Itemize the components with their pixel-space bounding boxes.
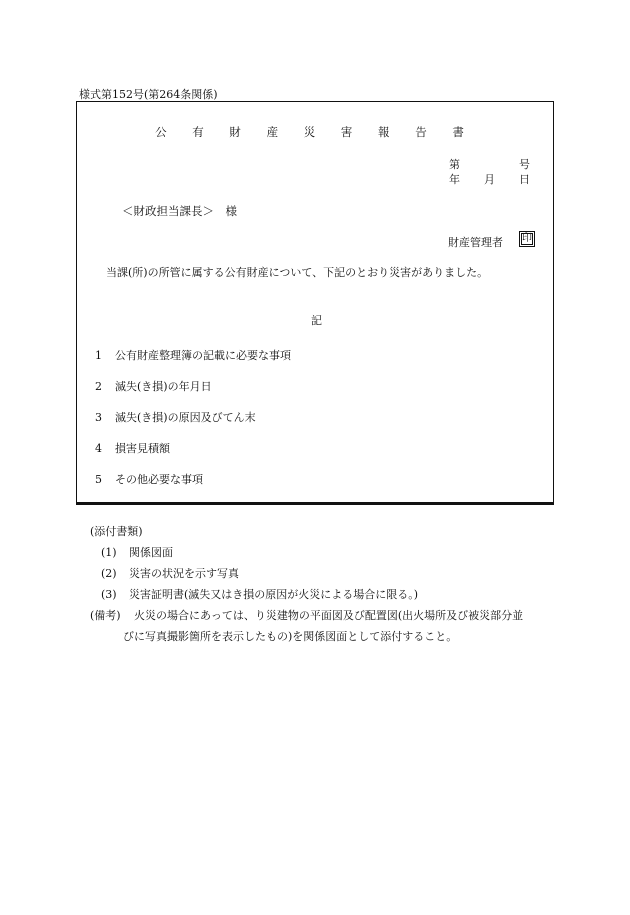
attachment-item: (2) 災害の状況を示す写真: [101, 567, 239, 580]
remarks-label: (備考): [90, 609, 121, 622]
attachment-item: (3) 災害証明書(滅失又はき損の原因が火災による場合に限る。): [101, 588, 419, 601]
number-prefix: 第: [449, 158, 460, 171]
manager-label: 財産管理者: [448, 236, 503, 249]
list-item: 1 公有財産整理簿の記載に必要な事項: [95, 349, 291, 362]
date-day-label: 日: [519, 173, 530, 186]
seal-stamp-icon: 印: [519, 231, 535, 247]
remarks-line-1: 火災の場合にあっては、り災建物の平面図及び配置図(出火場所及び被災部分並: [134, 609, 524, 622]
attachments-heading: (添付書類): [90, 525, 143, 538]
ki-heading: 記: [311, 314, 322, 327]
list-item: 4 損害見積額: [95, 442, 170, 455]
list-item: 5 その他必要な事項: [95, 473, 203, 486]
list-item: 2 滅失(き損)の年月日: [95, 380, 212, 393]
document-title: 公 有 財 産 災 害 報 告 書: [155, 125, 475, 139]
date-year-label: 年: [449, 173, 460, 186]
form-number-label: 様式第152号(第264条関係): [79, 88, 218, 101]
date-month-label: 月: [484, 173, 495, 186]
attachment-item: (1) 関係図面: [101, 546, 173, 559]
list-item: 3 滅失(き損)の原因及びてん末: [95, 411, 256, 424]
addressee: ＜財政担当課長＞ 様: [122, 204, 237, 218]
remarks-line-2: びに写真撮影箇所を表示したもの)を関係図面として添付すること。: [123, 630, 458, 643]
report-body-text: 当課(所)の所管に属する公有財産について、下記のとおり災害がありました。: [106, 266, 489, 279]
number-suffix: 号: [519, 158, 530, 171]
